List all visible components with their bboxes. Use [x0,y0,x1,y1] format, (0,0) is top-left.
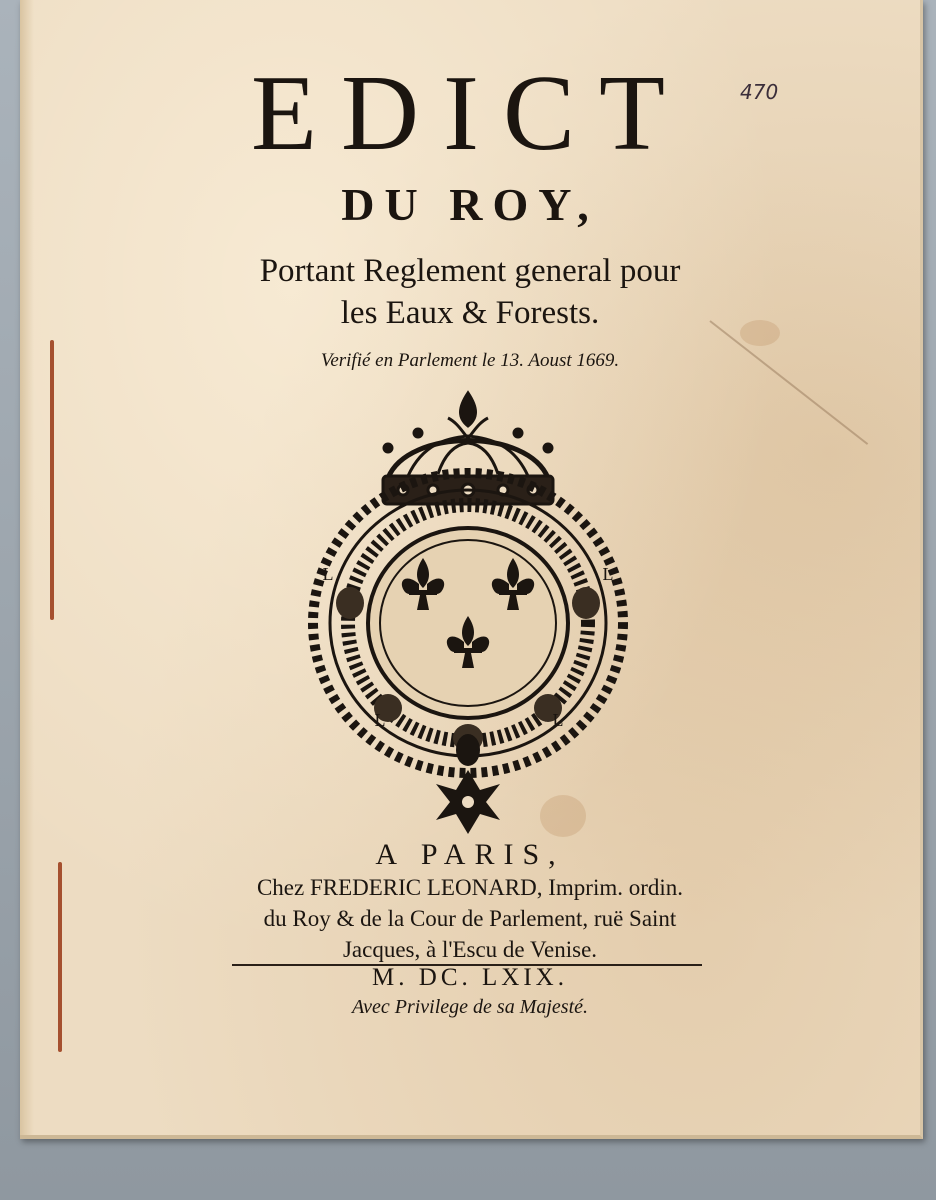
subject-block [20,250,920,334]
title-du-roy: DU ROY, [341,179,599,230]
subject-line: Portant Reglement general pour [259,253,681,289]
subject-line: les Eaux & Forests. [340,295,600,331]
collar-letter-l: L [374,710,386,730]
collar-letter-l: L [552,710,564,730]
royal-privilege: Avec Privilege de sa Majesté. [351,996,588,1018]
verification-line: Verifié en Parlement le 13. Aoust 1669. [320,350,620,371]
paper-crease [709,320,868,445]
title-page [20,0,923,1139]
order-cross-icon [436,734,500,834]
imprint-address: du Roy & de la Cour de Parlement, ruë Saint [263,906,677,931]
binding-thread-top [50,340,54,620]
imprint-city: A PARIS, [375,838,565,871]
collar-letter-l: L [602,564,614,584]
title-edict: EDICT [251,54,689,173]
royal-arms-emblem [288,388,648,838]
handwritten-shelf-number: 470 [740,80,779,104]
collar-letter-l: L [322,564,334,584]
crown-icon [383,393,553,504]
imprint-printer: Chez FREDERIC LEONARD, Imprim. ordin. [256,875,684,900]
publication-year: M. DC. LXIX. [372,964,568,991]
imprint-sign: Jacques, à l'Escu de Venise. [342,937,598,962]
